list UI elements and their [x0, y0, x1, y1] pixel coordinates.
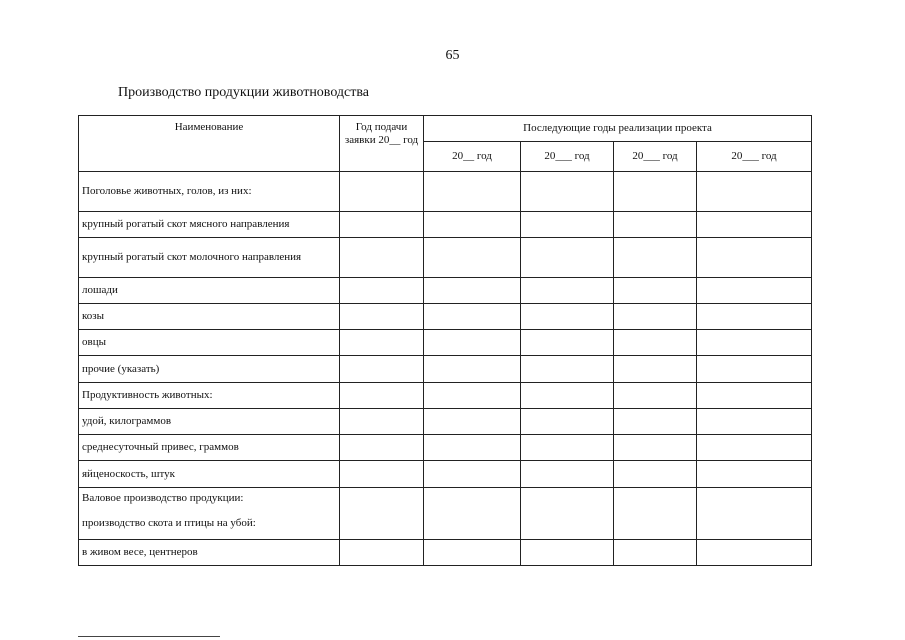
page-number: 65 [445, 48, 460, 63]
table-cell [614, 409, 697, 435]
row-label: Поголовье животных, голов, из них: [79, 172, 340, 212]
table-cell [697, 461, 812, 488]
table-cell [614, 488, 697, 540]
table-cell [614, 238, 697, 278]
row-label: удой, килограммов [79, 409, 340, 435]
table-row [79, 435, 812, 461]
table-cell [614, 540, 697, 566]
table-row [79, 172, 812, 212]
row-label: Продуктивность животных: [79, 383, 340, 409]
table-cell [614, 212, 697, 238]
table-row [79, 540, 812, 566]
table-row [79, 304, 812, 330]
table-cell [340, 278, 424, 304]
table-cell [521, 356, 614, 383]
table-cell [340, 212, 424, 238]
row-label: прочие (указать) [79, 356, 340, 383]
table-row [79, 409, 812, 435]
row-label: овцы [79, 330, 340, 356]
row-label: среднесуточный привес, граммов [79, 435, 340, 461]
table-cell [340, 238, 424, 278]
table-cell [340, 435, 424, 461]
footnote-divider [78, 636, 220, 637]
table-cell [424, 435, 521, 461]
table-cell [521, 212, 614, 238]
table-cell [340, 540, 424, 566]
table-cell [424, 383, 521, 409]
row-label-group [79, 488, 340, 540]
row-label: крупный рогатый скот молочного направления [79, 238, 340, 278]
document-title: Производство продукции животноводства [118, 85, 370, 100]
table-cell [614, 330, 697, 356]
table-cell [697, 383, 812, 409]
table-cell [521, 461, 614, 488]
row-label: крупный рогатый скот мясного направления [79, 212, 340, 238]
header-year-3: 20___ год [614, 142, 697, 172]
table-cell [697, 540, 812, 566]
header-application-year: Год подачи заявки 20__ год [340, 116, 424, 172]
table-cell [521, 304, 614, 330]
table-cell [697, 238, 812, 278]
table-cell [340, 330, 424, 356]
row-label: козы [79, 304, 340, 330]
table-row [79, 383, 812, 409]
table-cell [521, 383, 614, 409]
table-cell [340, 409, 424, 435]
table-cell [614, 383, 697, 409]
table-cell [614, 461, 697, 488]
table-cell [424, 172, 521, 212]
table-cell [697, 278, 812, 304]
table-cell [521, 278, 614, 304]
table-row [79, 461, 812, 488]
row-label-gap [82, 505, 336, 517]
table-cell [424, 540, 521, 566]
table-row [79, 238, 812, 278]
table-cell [614, 304, 697, 330]
table-cell [697, 304, 812, 330]
row-sublabel: производство скота и птицы на убой: [82, 517, 256, 529]
table-cell [614, 435, 697, 461]
row-label: яйценоскость, штук [79, 461, 340, 488]
header-year-4: 20___ год [697, 142, 812, 172]
table-cell [697, 330, 812, 356]
header-year-1: 20__ год [424, 142, 521, 172]
table-cell [340, 383, 424, 409]
header-year-2: 20___ год [521, 142, 614, 172]
table-cell [521, 330, 614, 356]
table-row [79, 212, 812, 238]
table-cell [697, 212, 812, 238]
table-cell [521, 488, 614, 540]
table-cell [424, 409, 521, 435]
table-cell [340, 172, 424, 212]
table-cell [340, 356, 424, 383]
table-cell [340, 461, 424, 488]
table-row [79, 488, 812, 540]
table-cell [340, 488, 424, 540]
table-cell [697, 409, 812, 435]
livestock-production-table [78, 115, 812, 566]
row-label: Валовое производство продукции: [82, 492, 244, 504]
table-cell [521, 540, 614, 566]
row-label: лошади [79, 278, 340, 304]
table-cell [424, 356, 521, 383]
table-cell [614, 278, 697, 304]
table-cell [521, 435, 614, 461]
header-following-years: Последующие годы реализации проекта [424, 116, 812, 142]
table-cell [424, 330, 521, 356]
table-cell [424, 461, 521, 488]
table-row [79, 278, 812, 304]
table-cell [424, 238, 521, 278]
row-label: в живом весе, центнеров [79, 540, 340, 566]
table-cell [697, 488, 812, 540]
table-cell [614, 356, 697, 383]
table-cell [424, 488, 521, 540]
table-cell [697, 172, 812, 212]
table-row [79, 356, 812, 383]
table-cell [521, 238, 614, 278]
table-row [79, 330, 812, 356]
table-cell [424, 304, 521, 330]
table-cell [424, 212, 521, 238]
table-cell [424, 278, 521, 304]
table-cell [340, 304, 424, 330]
table-cell [521, 409, 614, 435]
table-cell [697, 356, 812, 383]
table-cell [614, 172, 697, 212]
table-cell [697, 435, 812, 461]
table-cell [521, 172, 614, 212]
header-name: Наименование [79, 116, 340, 172]
